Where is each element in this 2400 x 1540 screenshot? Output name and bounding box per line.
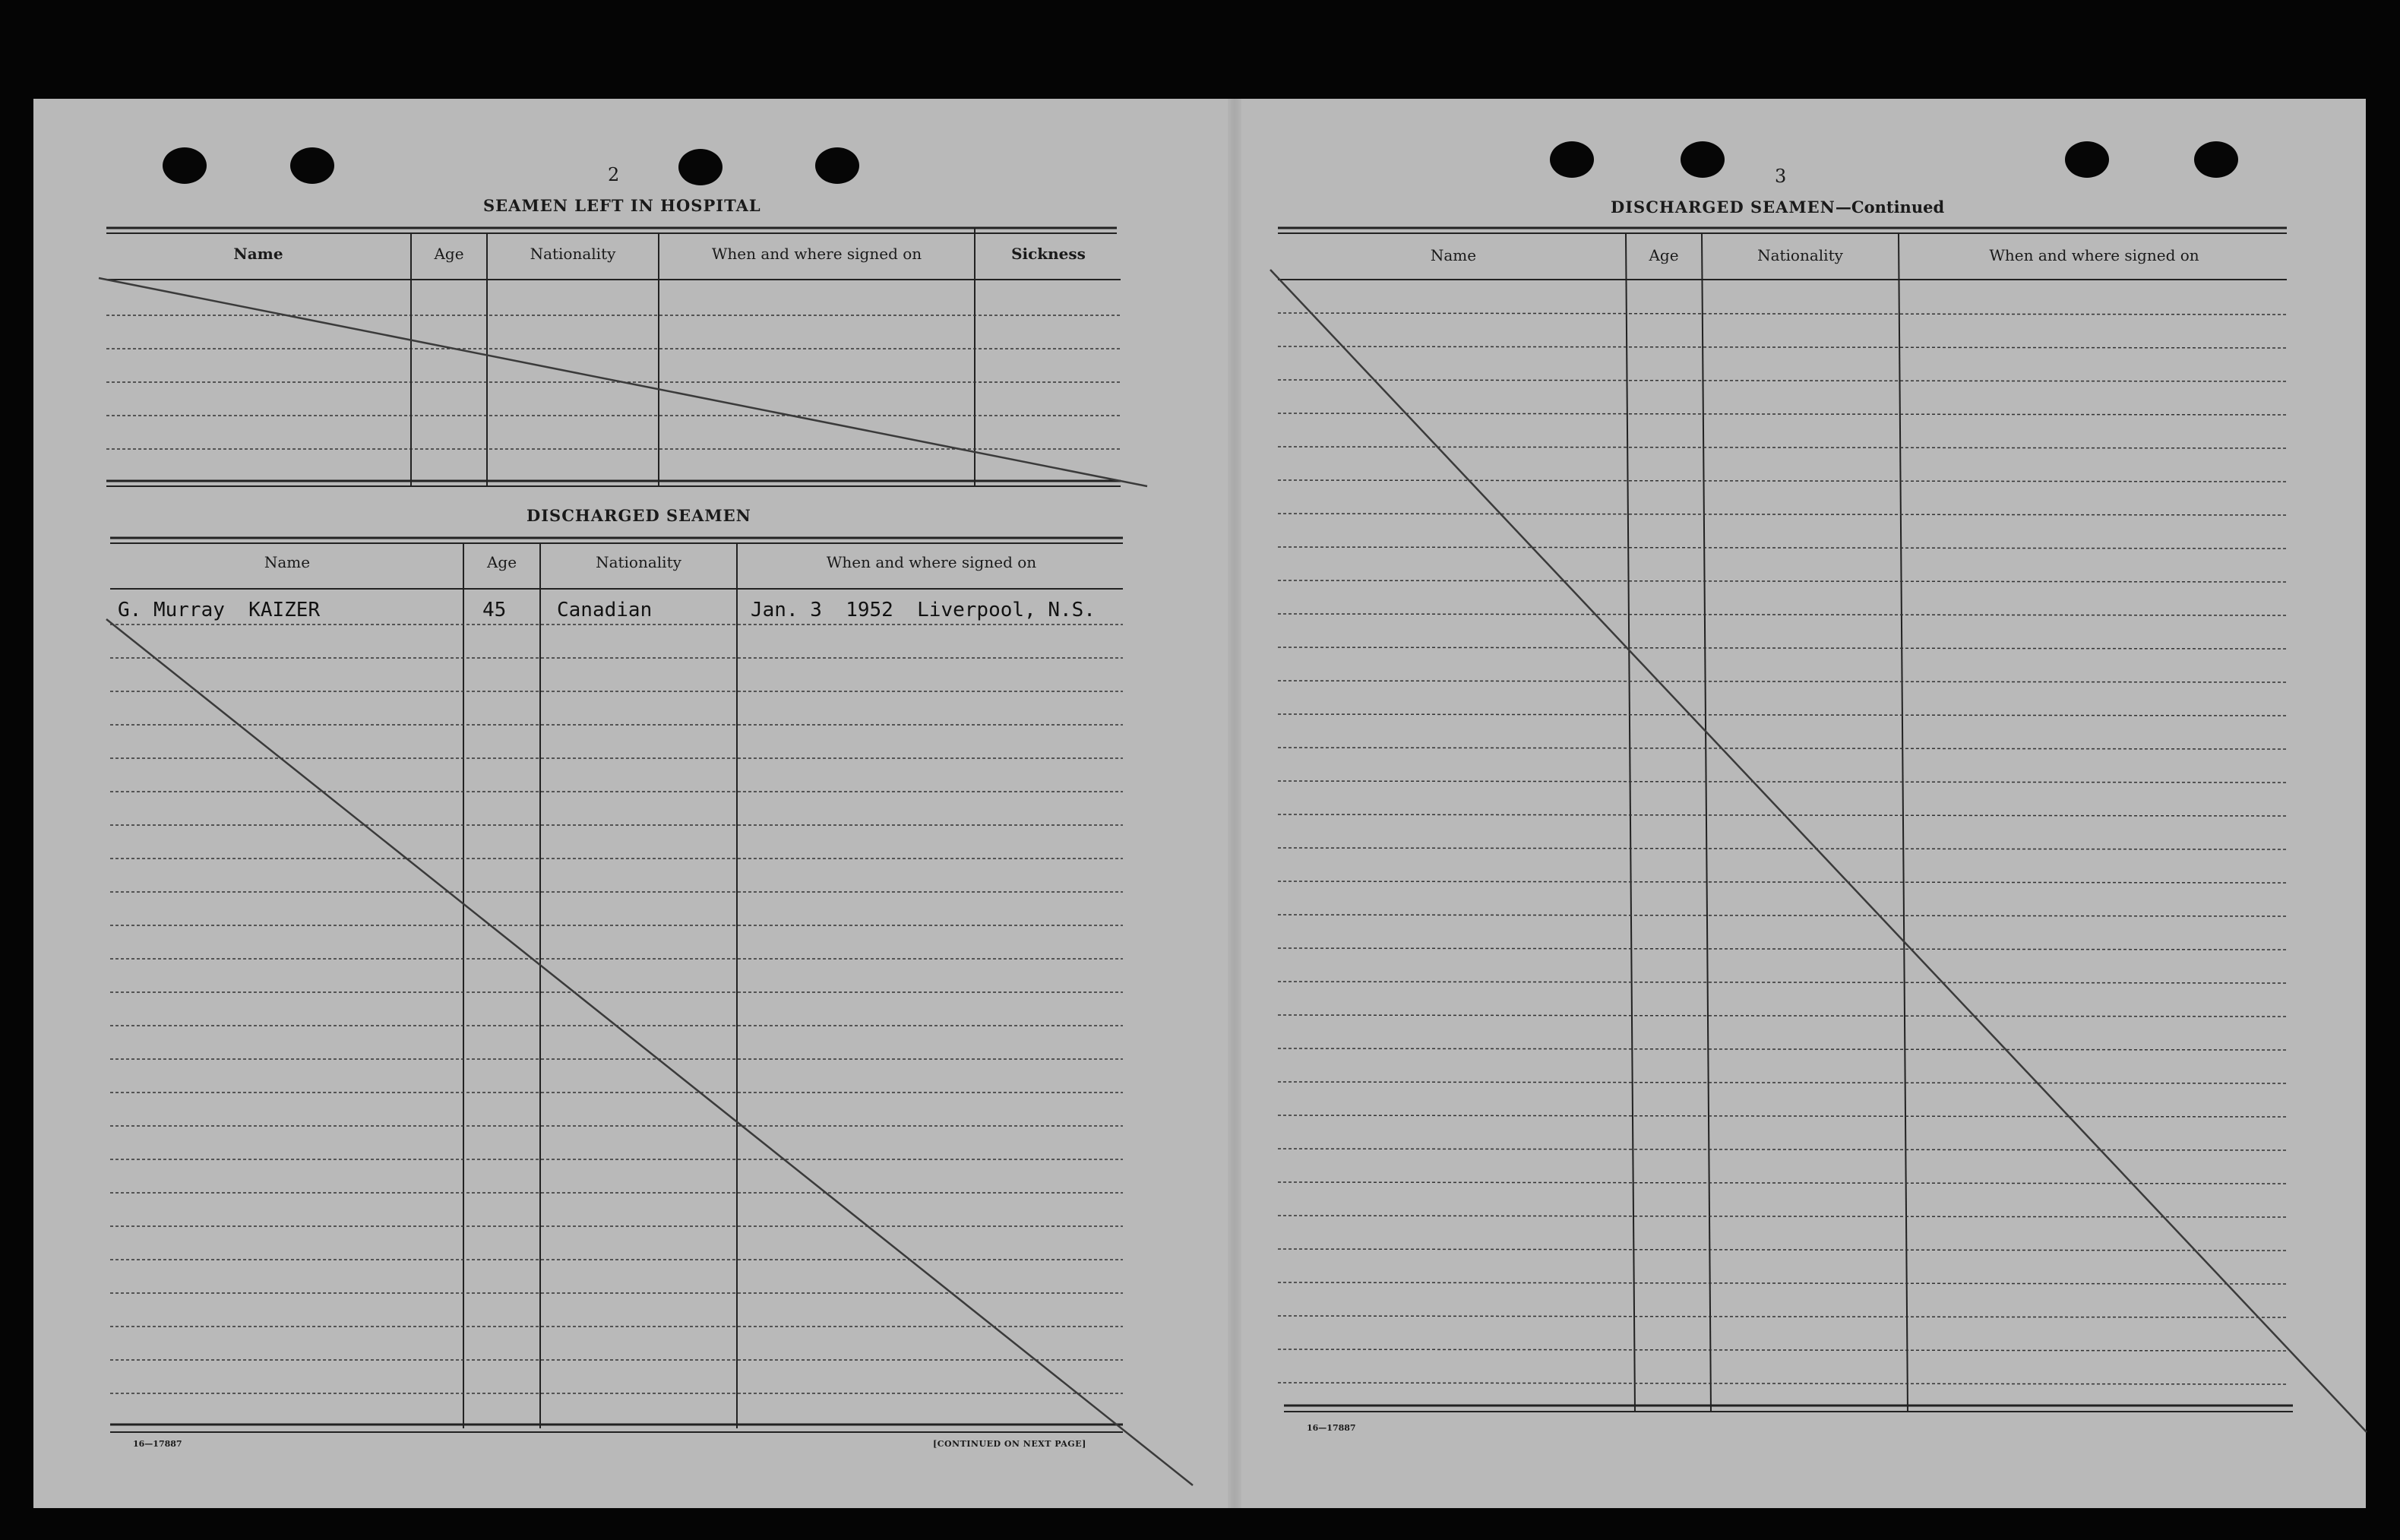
ruled-row-line — [1278, 1048, 2288, 1050]
hospital-col-signed-on: When and where signed on — [711, 245, 922, 263]
ruled-row-line — [1278, 346, 2288, 348]
discharged-section-title: DISCHARGED SEAMEN — [526, 506, 751, 525]
continued-col-age: Age — [1649, 246, 1679, 264]
discharged-continued-title-main: DISCHARGED SEAMEN — [1611, 198, 1836, 217]
seaman-age: 45 — [482, 599, 507, 621]
continued-col-name: Name — [1430, 246, 1477, 264]
hospital-col-sickness: Sickness — [1011, 245, 1086, 263]
ruled-row-line — [1278, 915, 2288, 916]
ruled-row-line — [1278, 1015, 2288, 1017]
seaman-name: G. Murray KAIZER — [118, 599, 321, 621]
ruled-row-line — [1278, 1115, 2288, 1117]
ruled-row-line — [1278, 948, 2288, 950]
ruled-row-line — [1278, 1349, 2288, 1351]
page-number-right: 3 — [1775, 166, 1787, 187]
ruled-row-line — [1278, 1082, 2288, 1083]
discharged-col-signed-on: When and where signed on — [826, 553, 1037, 571]
ruled-row-line — [1278, 748, 2288, 749]
ruled-row-line — [1278, 447, 2288, 448]
continued-col-signed-on: When and where signed on — [1989, 246, 2199, 264]
ruled-row-line — [1278, 380, 2288, 381]
discharged-col-name: Name — [264, 553, 311, 571]
ruled-row-line — [1278, 614, 2288, 615]
ruled-row-line — [1278, 1316, 2288, 1317]
ruled-row-line — [1278, 848, 2288, 849]
page-number-left: 2 — [608, 164, 620, 185]
ruled-row-line — [1278, 413, 2288, 415]
ruled-row-line — [1278, 681, 2288, 682]
hospital-section-title: SEAMEN LEFT IN HOSPITAL — [483, 196, 761, 215]
ruled-row-line — [1278, 647, 2288, 649]
hospital-col-age: Age — [434, 245, 464, 263]
ruled-row-line — [1278, 514, 2288, 515]
ruled-row-line — [1278, 1182, 2288, 1184]
discharged-continued-title — [1611, 198, 1944, 217]
ruled-row-line — [1278, 580, 2288, 582]
ruled-row-line — [1278, 714, 2288, 716]
seaman-nationality: Canadian — [557, 599, 653, 621]
ruled-row-line — [1278, 1383, 2288, 1384]
hospital-col-name: Name — [233, 245, 283, 263]
discharged-continued-title-suffix: —Continued — [1835, 198, 1945, 217]
hospital-col-nationality: Nationality — [530, 245, 616, 263]
ruled-row-line — [1278, 881, 2288, 883]
continued-note: [CONTINUED ON NEXT PAGE] — [933, 1439, 1086, 1449]
ruled-row-line — [1278, 1282, 2288, 1284]
discharged-col-age: Age — [486, 553, 517, 571]
form-number-left: 16—17887 — [133, 1439, 182, 1449]
ruled-row-line — [1278, 313, 2288, 315]
ruled-row-line — [1278, 982, 2288, 983]
ruled-row-line — [1278, 781, 2288, 783]
form-number-right: 16—17887 — [1307, 1423, 1356, 1433]
discharged-col-nationality: Nationality — [596, 553, 681, 571]
continued-col-nationality: Nationality — [1757, 246, 1843, 264]
ruled-row-line — [1278, 1216, 2288, 1217]
ruled-row-line — [1278, 547, 2288, 549]
ruled-row-line — [1278, 1249, 2288, 1251]
seaman-signed-on: Jan. 3 1952 Liverpool, N.S. — [751, 599, 1096, 621]
ruled-row-line — [1278, 480, 2288, 482]
ruled-row-line — [1278, 1149, 2288, 1150]
